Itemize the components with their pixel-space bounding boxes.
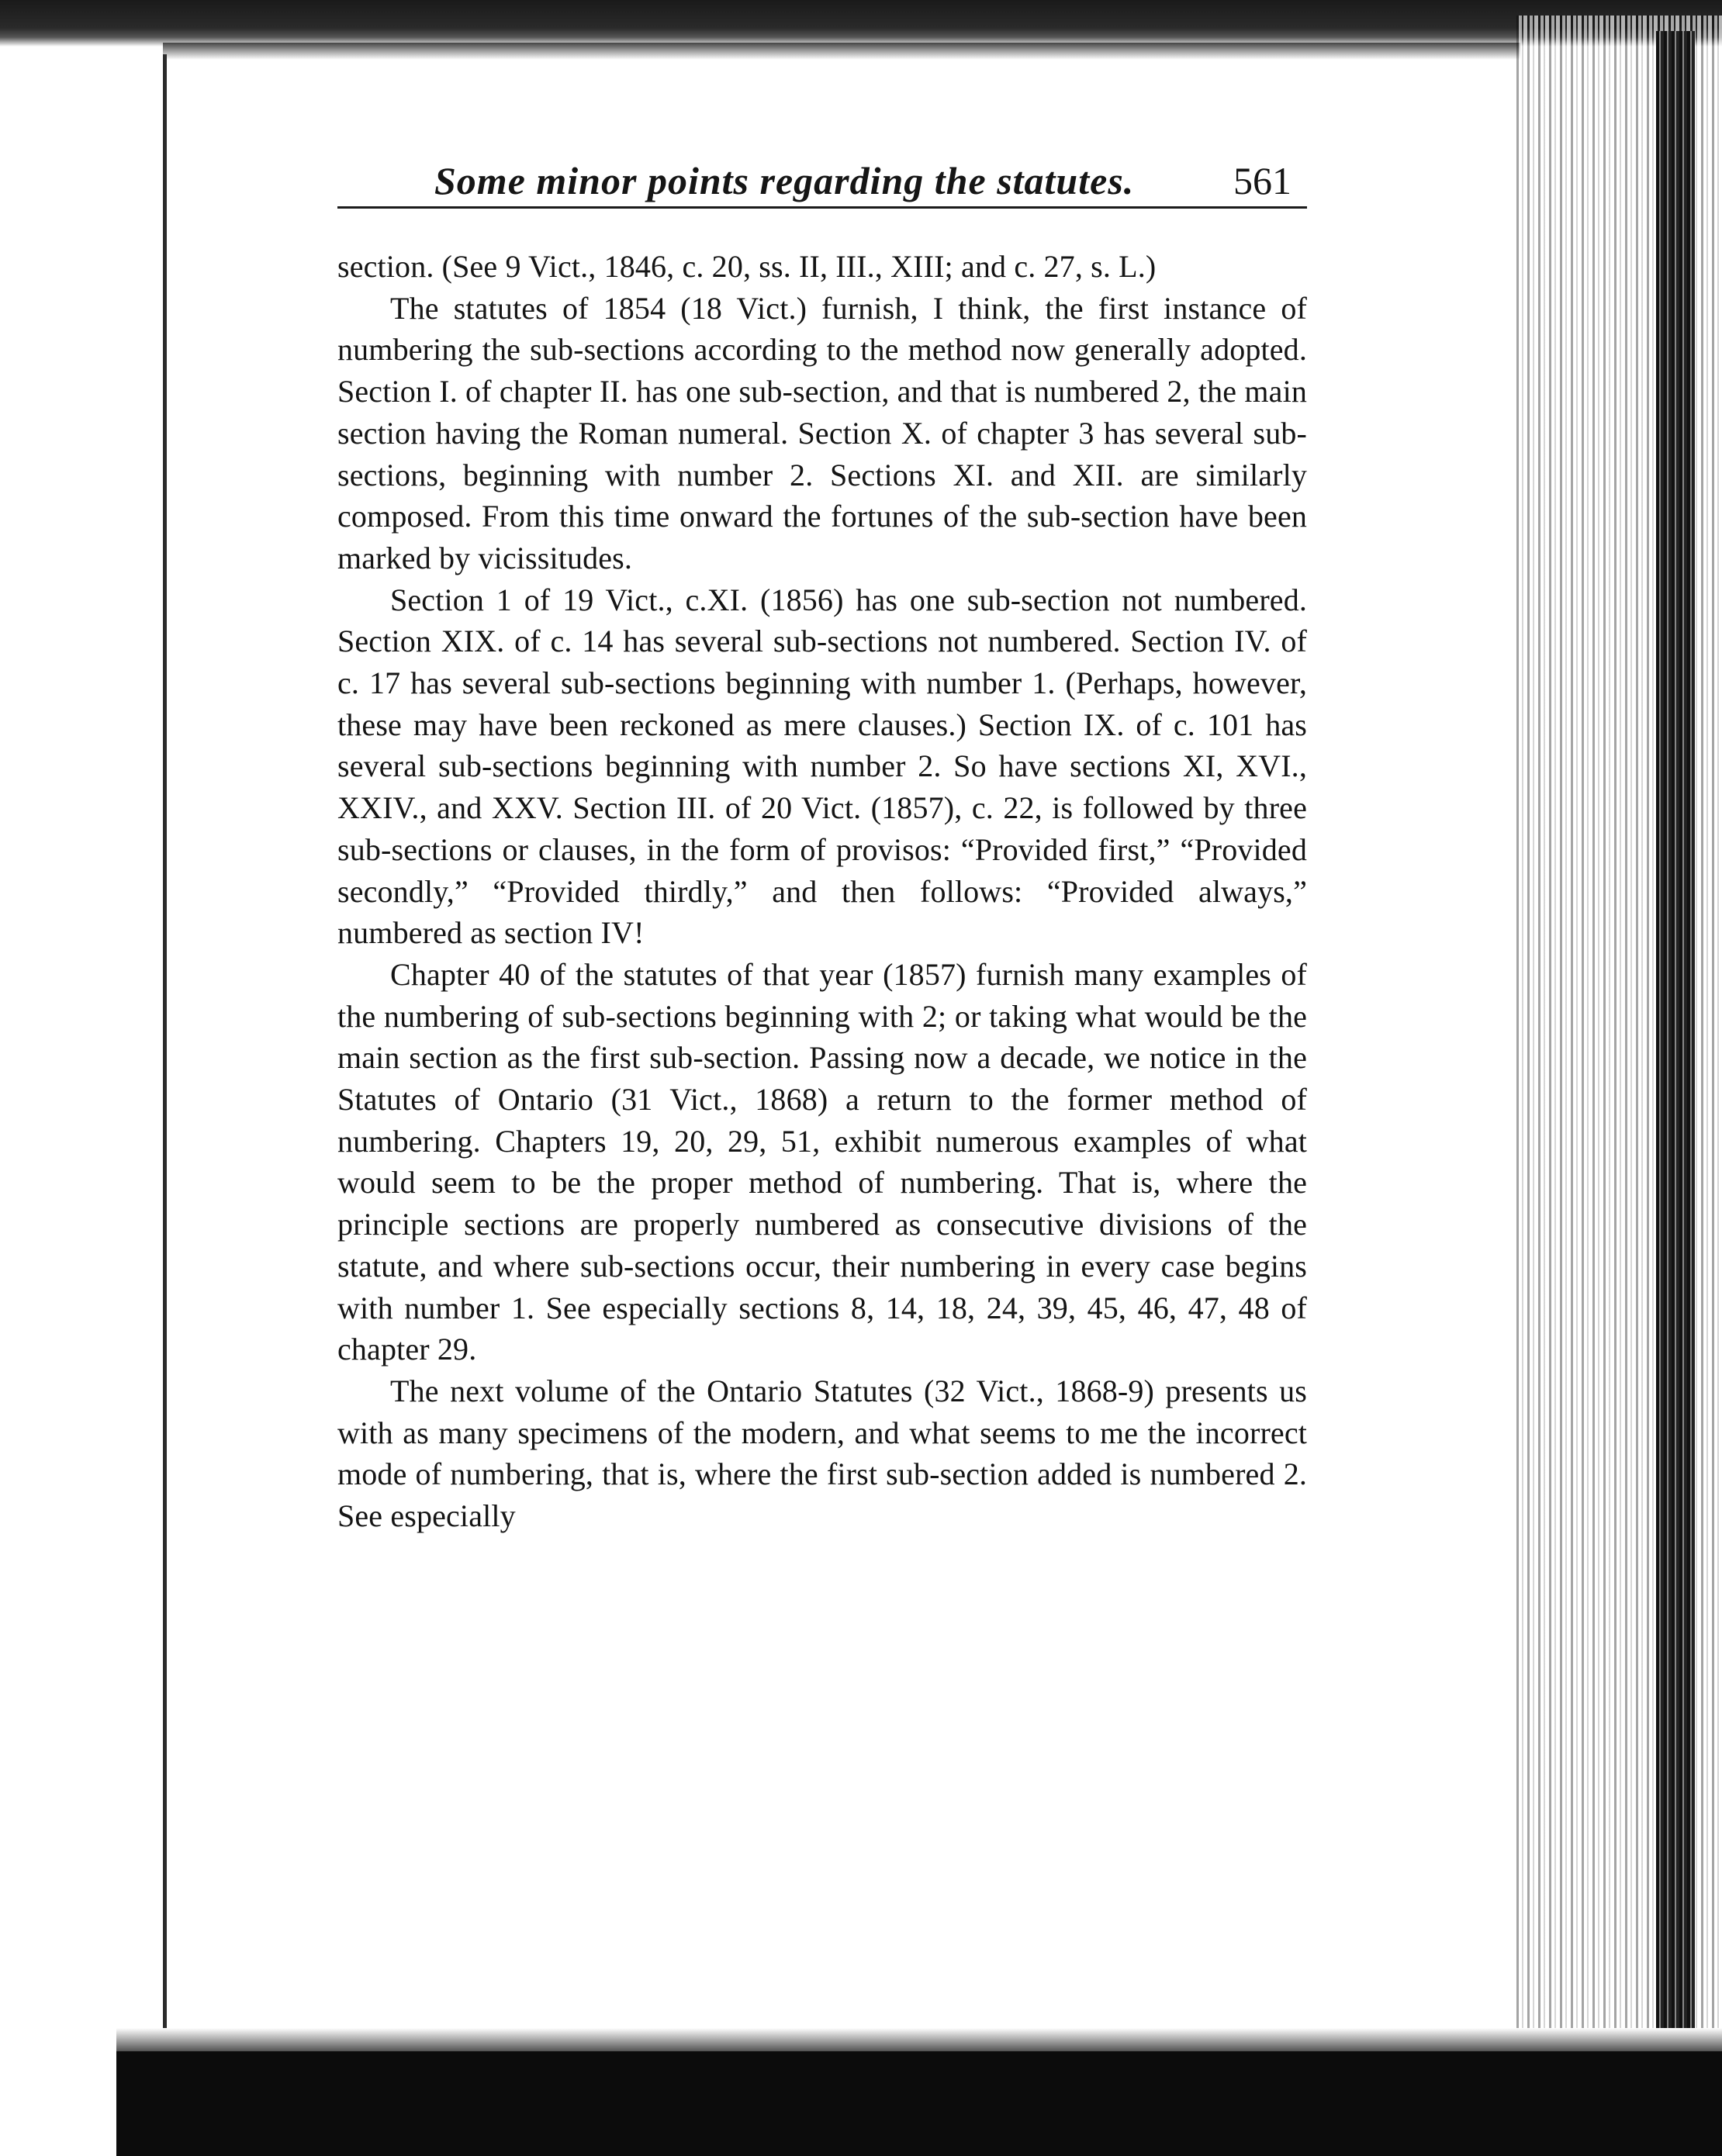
scan-bottom-border bbox=[116, 2051, 1722, 2156]
scan-top-border bbox=[0, 0, 1722, 47]
paragraph: The next volume of the Ontario Statutes (32 Vict., 1868-9) presents us with as many specimens of the modern, and what seems to me the incorrect mode of numbering, that is, where the first sub-section added is numbered 2. See especially bbox=[337, 1373, 1307, 1534]
scan-right-binding bbox=[1656, 31, 1695, 2032]
body-text bbox=[337, 246, 1307, 1537]
running-header bbox=[337, 155, 1307, 209]
scan-top-shadow bbox=[163, 43, 1520, 60]
scan-left-edge bbox=[163, 54, 167, 2055]
running-title: Some minor points regarding the statutes. bbox=[434, 159, 1135, 202]
paragraph: The statutes of 1854 (18 Vict.) furnish, I think, the first instance of numbering the sub-sections according to the method now generally adopted. Section I. of chapter II. has one sub-section, and that is numbered 2, the main section having the Roman numeral. Section X. of chapter 3 has several sub-sections, beginning with number 2. Sections XI. and XII. are similarly composed. From this time onward the fortunes of the sub-section have been marked by vicissitudes. bbox=[337, 290, 1307, 575]
paragraph: Section 1 of 19 Vict., c.XI. (1856) has one sub-section not numbered. Section XIX. of c. 14 has several sub-sections not numbered. Section IV. of c. 17 has several sub-sections beginning with number 1. (Perhaps, however, these may have been reckoned as mere clauses.) Section IX. of c. 101 has several sub-sections beginning with number 2. So have sections XI, XVI., XXIV., and XXV. Section III. of 20 Vict. (1857), c. 22, is followed by three sub-sections or clauses, in the form of provisos: “Provided first,” “Provided secondly,” “Provided thirdly,” and then follows: “Provided always,” numbered as section IV! bbox=[337, 582, 1307, 951]
page-number: 561 bbox=[1233, 159, 1292, 202]
paragraph: section. (See 9 Vict., 1846, c. 20, ss. II, III., XIII; and c. 27, s. L.) bbox=[337, 249, 1157, 284]
book-page bbox=[337, 155, 1307, 1537]
paragraph: Chapter 40 of the statutes of that year (1857) furnish many examples of the numbering of sub-sections beginning with 2; or taking what would be the main section as the first sub-section. Passing now a decade, we notice in the Statutes of Ontario (31 Vict., 1868) a return to the former method of numbering. Chapters 19, 20, 29, 51, exhibit numerous examples of what would seem to be the proper method of numbering. That is, where the principle sections are properly numbered as consecutive divisions of the statute, and where sub-sections occur, their numbering in every case begins with number 1. See especially sections 8, 14, 18, 24, 39, 45, 46, 47, 48 of chapter 29. bbox=[337, 956, 1307, 1367]
